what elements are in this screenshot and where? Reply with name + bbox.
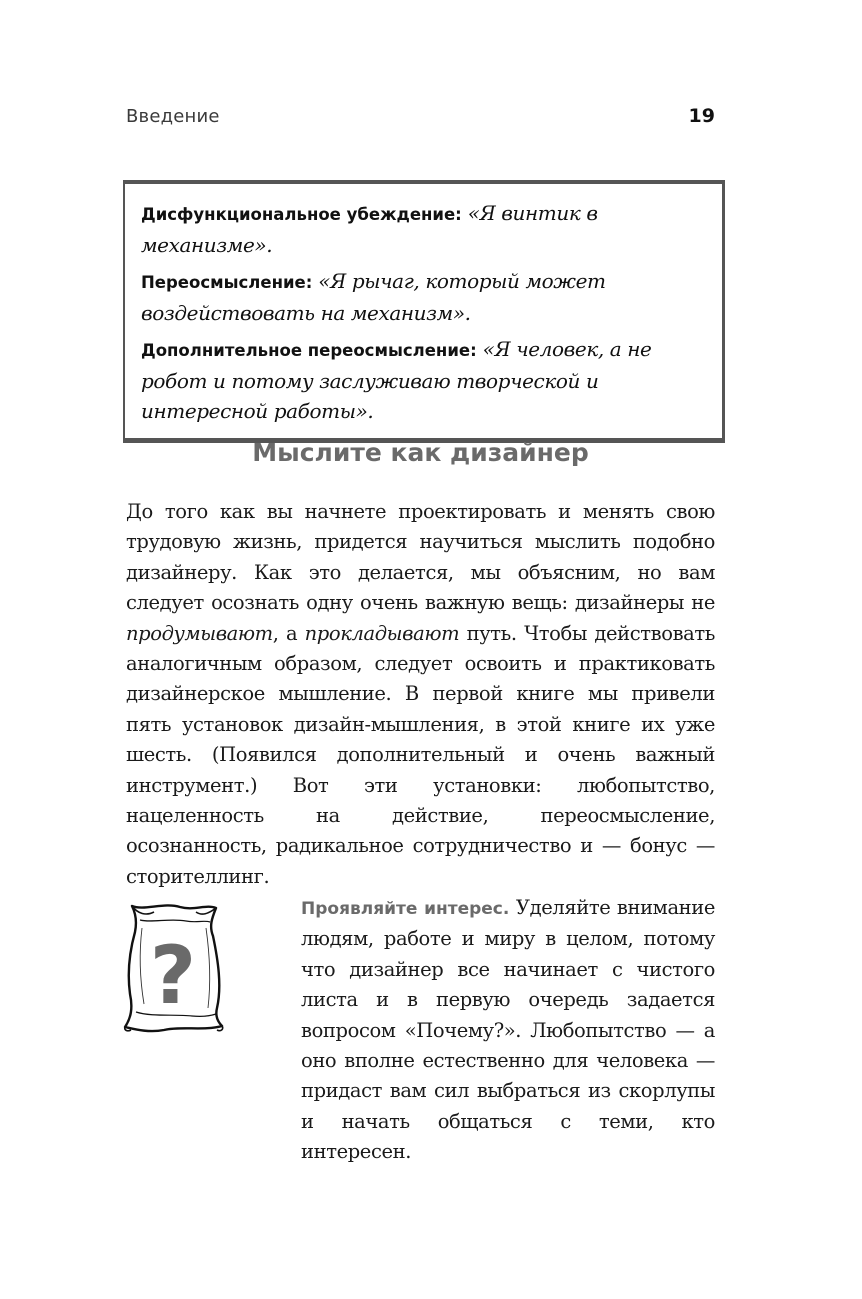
reframe-label: Переосмысление: [141, 273, 313, 292]
curiosity-lead-in: Проявляйте интерес. [301, 899, 510, 919]
running-header [126, 103, 715, 129]
page-number: 19 [688, 105, 715, 127]
dysfunctional-belief-label: Дисфункциональное убеждение: [141, 205, 462, 224]
intro-emphasis-2: прокладывают [304, 621, 460, 645]
question-mark-glyph: ? [149, 929, 197, 1022]
intro-text-part-2: , а [272, 621, 305, 645]
question-bag-icon [118, 898, 228, 1038]
intro-paragraph [126, 497, 715, 892]
additional-reframe-quote: «Я человек, а не робот и потому заслуживаю творческой и интересной работы». [141, 337, 652, 423]
additional-reframe [141, 334, 712, 426]
intro-text-part-3: путь. Чтобы действовать аналогичным образом, следует освоить и практиковать дизайнерское мышление. В первой книге мы привели пять установок дизайн-мышления, в этой книге их уже шесть. (Появился дополнительный и очень важный инструмент.) Вот эти установки: любопытство, нацеленность на действие, переосмысление, осознанность, радикальное сотрудничество и — бонус — сторителлинг. [126, 621, 715, 888]
reframe-quote: «Я рычаг, который может воздействовать на механизм». [141, 269, 606, 325]
curiosity-paragraph [301, 893, 715, 1168]
running-title: Введение [126, 105, 220, 127]
section-heading: Мыслите как дизайнер [252, 438, 589, 467]
reframe [141, 266, 712, 328]
additional-reframe-label: Дополнительное переосмысление: [141, 341, 477, 360]
belief-reframe-box [123, 180, 725, 443]
curiosity-text: Уделяйте внимание людям, работе и миру в целом, потому что дизайнер все начинает с чистого листа и в первую очередь задается вопросом «Почему?». Любопытство — а оно вполне естественно для человека — придаст вам сил выбраться из скорлупы и начать общаться с теми, кто интересен. [301, 896, 715, 1164]
intro-emphasis-1: продумывают [126, 621, 273, 645]
dysfunctional-belief-quote: «Я винтик в механизме». [141, 201, 598, 257]
dysfunctional-belief [141, 198, 712, 260]
intro-text-part-1: До того как вы начнете проектировать и менять свою трудовую жизнь, придется научиться мыслить подобно дизайнеру. Как это делается, мы объясним, но вам следует осознать одну очень важную вещь: дизайнеры не [126, 500, 715, 615]
